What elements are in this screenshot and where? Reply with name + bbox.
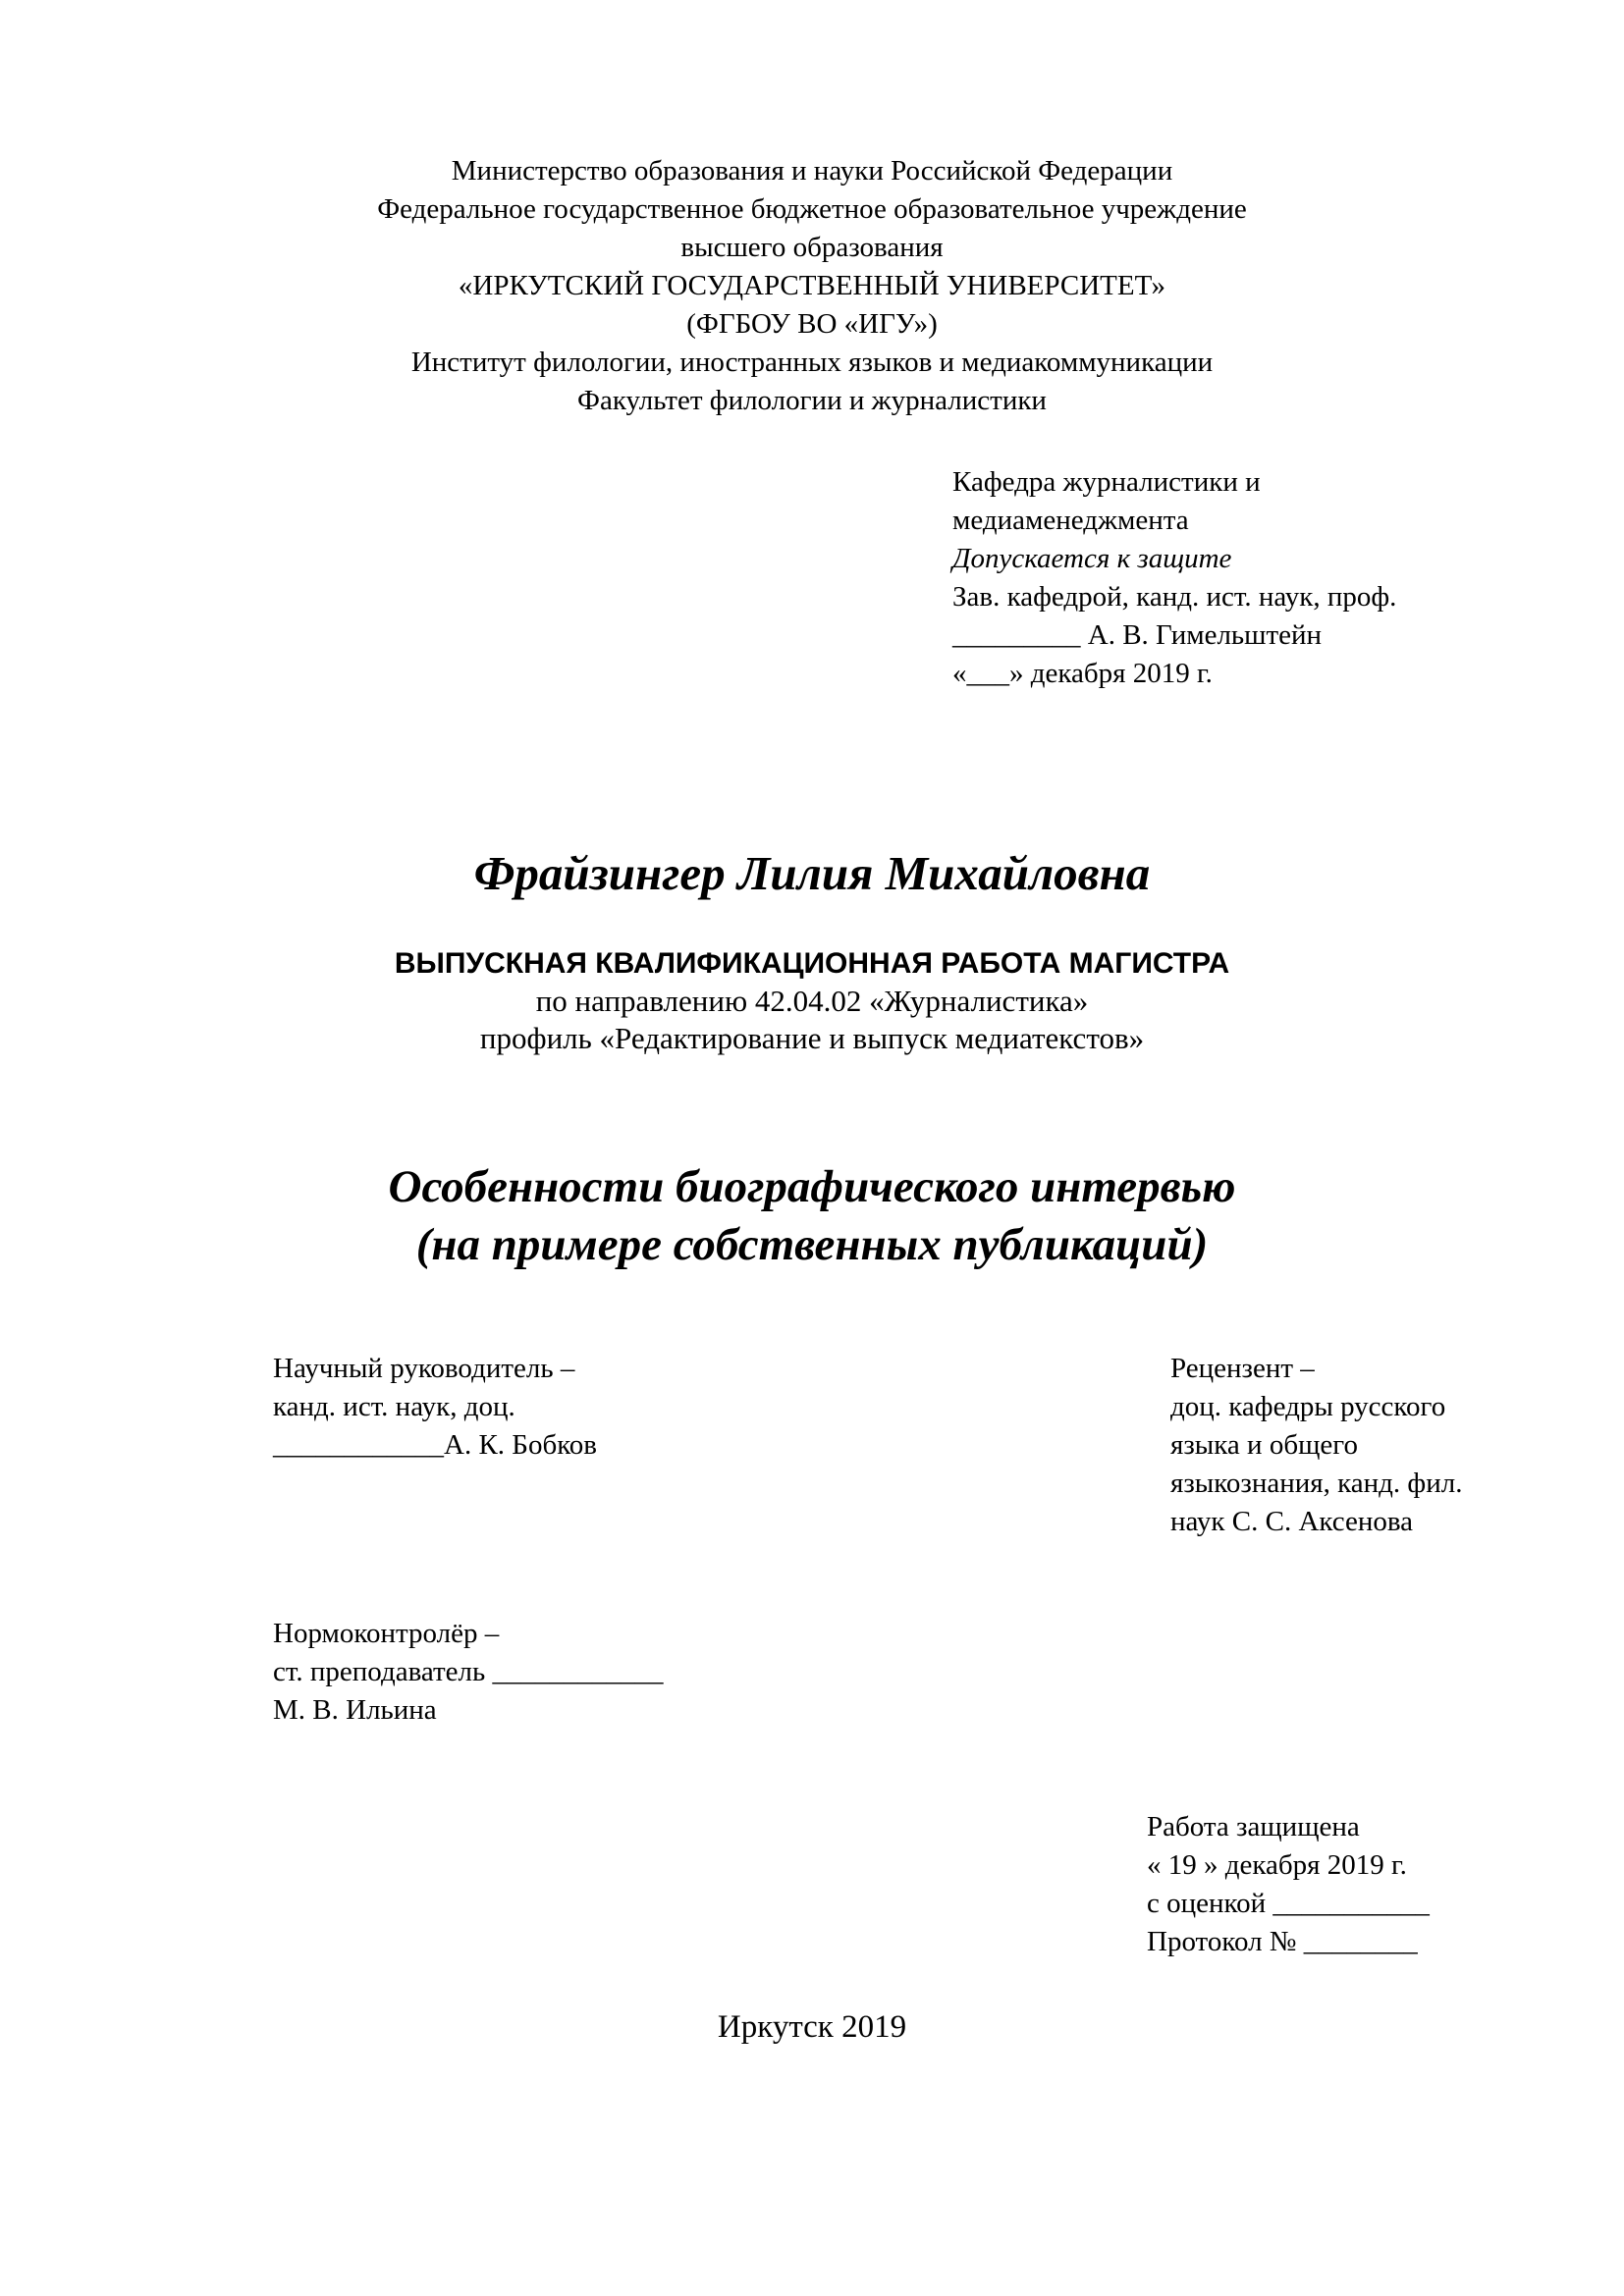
reviewer-line1: Рецензент – (1170, 1353, 1315, 1384)
head-of-department-signature: _________ А. В. Гимельштейн (952, 619, 1323, 651)
reviewer-line2: доц. кафедры русского (1170, 1391, 1446, 1422)
header-line: (ФГБОУ ВО «ИГУ») (686, 308, 938, 340)
defense-line1: Работа защищена (1147, 1811, 1360, 1842)
city-year: Иркутск 2019 (717, 2009, 907, 2045)
header-line: Институт филологии, иностранных языков и медиакоммуникации (410, 347, 1214, 378)
defense-grade: с оценкой ___________ (1147, 1888, 1430, 1919)
normcontrol-line1: Нормоконтролёр – (273, 1618, 500, 1649)
work-profile: профиль «Редактирование и выпуск медиатекстов» (479, 1021, 1145, 1055)
department-name-line2: медиаменеджмента (952, 505, 1189, 536)
reviewer-line5: наук С. С. Аксенова (1170, 1506, 1414, 1537)
defense-date: « 19 » декабря 2019 г. (1147, 1849, 1407, 1881)
defense-block (1147, 1808, 1430, 1961)
department-name-line1: Кафедра журналистики и (952, 466, 1261, 498)
reviewer-line4: языкознания, канд. фил. (1170, 1468, 1463, 1499)
head-of-department-title: Зав. кафедрой, канд. ист. наук, проф. (952, 581, 1397, 613)
header-line: «ИРКУТСКИЙ ГОСУДАРСТВЕННЫЙ УНИВЕРСИТЕТ» (458, 270, 1166, 301)
reviewer-block (1170, 1350, 1462, 1541)
department-approval-block (952, 463, 1396, 693)
supervisor-block (273, 1350, 597, 1465)
header-line: Министерство образования и науки Российской Федерации (451, 155, 1173, 187)
admitted-to-defense: Допускается к защите (952, 543, 1232, 574)
work-type: ВЫПУСКНАЯ КВАЛИФИКАЦИОННАЯ РАБОТА МАГИСТРА (394, 947, 1230, 980)
work-description (0, 945, 1624, 1057)
work-direction: по направлению 42.04.02 «Журналистика» (535, 984, 1089, 1018)
thesis-title-line2: (на примере собственных публикаций) (415, 1219, 1209, 1270)
header-line: Федеральное государственное бюджетное образовательное учреждение (377, 193, 1247, 225)
normcontrol-block (273, 1615, 664, 1730)
supervisor-line2: канд. ист. наук, доц. (273, 1391, 515, 1422)
header-line: высшего образования (680, 232, 944, 263)
thesis-title (0, 1158, 1624, 1274)
approval-date: «___» декабря 2019 г. (952, 658, 1213, 689)
header-line: Факультет филологии и журналистики (577, 385, 1047, 416)
reviewer-line3: языка и общего (1170, 1429, 1358, 1461)
thesis-title-line1: Особенности биографического интервью (388, 1161, 1236, 1212)
author-name: Фрайзингер Лилия Михайловна (473, 846, 1151, 900)
normcontrol-line2: ст. преподаватель ____________ (273, 1656, 664, 1687)
institution-header (0, 152, 1624, 420)
defense-protocol: Протокол № ________ (1147, 1926, 1418, 1957)
supervisor-line1: Научный руководитель – (273, 1353, 575, 1384)
normcontrol-line3: М. В. Ильина (273, 1694, 437, 1726)
supervisor-signature: ____________А. К. Бобков (273, 1429, 598, 1461)
